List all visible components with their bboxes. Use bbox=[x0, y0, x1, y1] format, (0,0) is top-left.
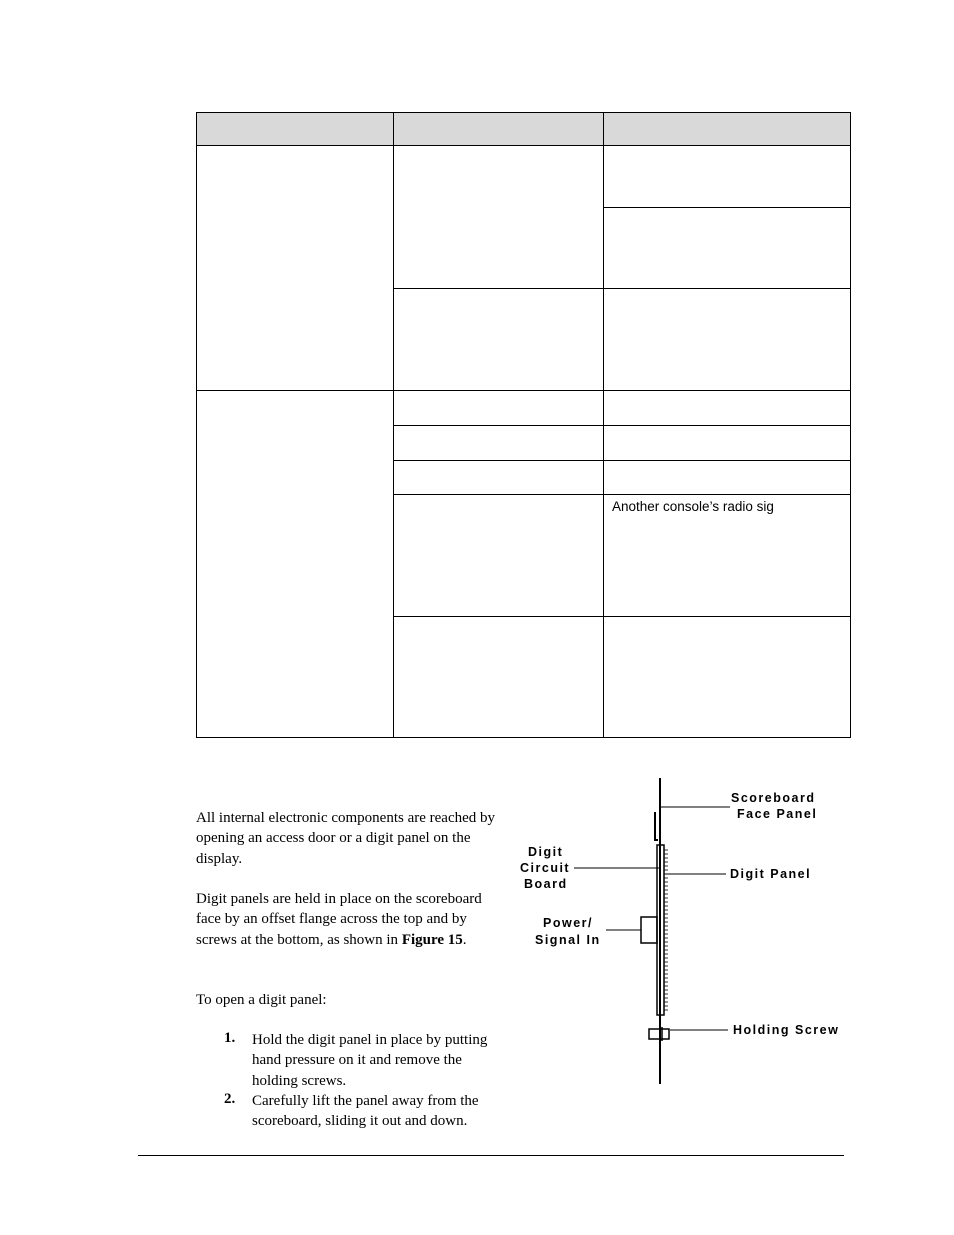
open-instruction: To open a digit panel: bbox=[196, 992, 327, 1008]
table-cell bbox=[394, 461, 604, 495]
radio-cell-text: Another console’s radio sig bbox=[612, 499, 774, 514]
step-number: 2. bbox=[224, 1091, 236, 1107]
table-cell bbox=[394, 495, 604, 617]
step-number: 1. bbox=[224, 1030, 236, 1046]
panels-paragraph-text: Digit panels are held in place on the scoreboard face by an offset flange across the top and by screws at the bottom, as shown in bbox=[196, 891, 482, 948]
table-cell bbox=[604, 426, 851, 461]
table-cell bbox=[604, 208, 851, 289]
footer-rule bbox=[138, 1155, 844, 1156]
step-text: Carefully lift the panel away from the scoreboard, sliding it out and down. bbox=[252, 1093, 479, 1130]
label-digit: Digit bbox=[528, 845, 564, 859]
table-cell bbox=[604, 617, 851, 738]
table-cell bbox=[604, 495, 851, 617]
table-cell bbox=[394, 617, 604, 738]
label-holding-screw: Holding Screw bbox=[733, 1023, 840, 1037]
step-text: Hold the digit panel in place by putting hand pressure on it and remove the holding screws. bbox=[252, 1032, 488, 1089]
table-cell bbox=[394, 289, 604, 391]
table-cell bbox=[604, 461, 851, 495]
table-cell bbox=[197, 146, 394, 391]
label-face-panel: Face Panel bbox=[737, 807, 818, 821]
figure-reference: Figure 15 bbox=[401, 931, 463, 948]
label-board: Board bbox=[524, 877, 568, 891]
panels-paragraph-end: . bbox=[462, 931, 467, 948]
table-header-cell bbox=[604, 113, 851, 146]
offset-flange bbox=[655, 812, 658, 840]
troubleshooting-table bbox=[196, 112, 851, 738]
label-scoreboard: Scoreboard bbox=[731, 791, 816, 805]
label-power: Power/ bbox=[543, 916, 593, 930]
table-cell bbox=[604, 391, 851, 426]
table-header-cell bbox=[197, 113, 394, 146]
table-cell bbox=[394, 426, 604, 461]
label-digit-panel: Digit Panel bbox=[730, 867, 812, 881]
table-row bbox=[197, 391, 851, 426]
table-header-cell bbox=[394, 113, 604, 146]
table-cell bbox=[394, 391, 604, 426]
table-header-row bbox=[197, 113, 851, 146]
table-row bbox=[197, 146, 851, 208]
intro-paragraph: All internal electronic components are reached by opening an access door or a digit panel on the display. bbox=[196, 810, 496, 867]
table-cell bbox=[604, 146, 851, 208]
label-signal-in: Signal In bbox=[535, 933, 601, 947]
table-cell bbox=[604, 289, 851, 391]
table-cell bbox=[197, 391, 394, 738]
label-circuit: Circuit bbox=[520, 861, 571, 875]
table-cell bbox=[394, 146, 604, 289]
panels-paragraph bbox=[196, 889, 496, 950]
power-connector bbox=[641, 917, 657, 943]
